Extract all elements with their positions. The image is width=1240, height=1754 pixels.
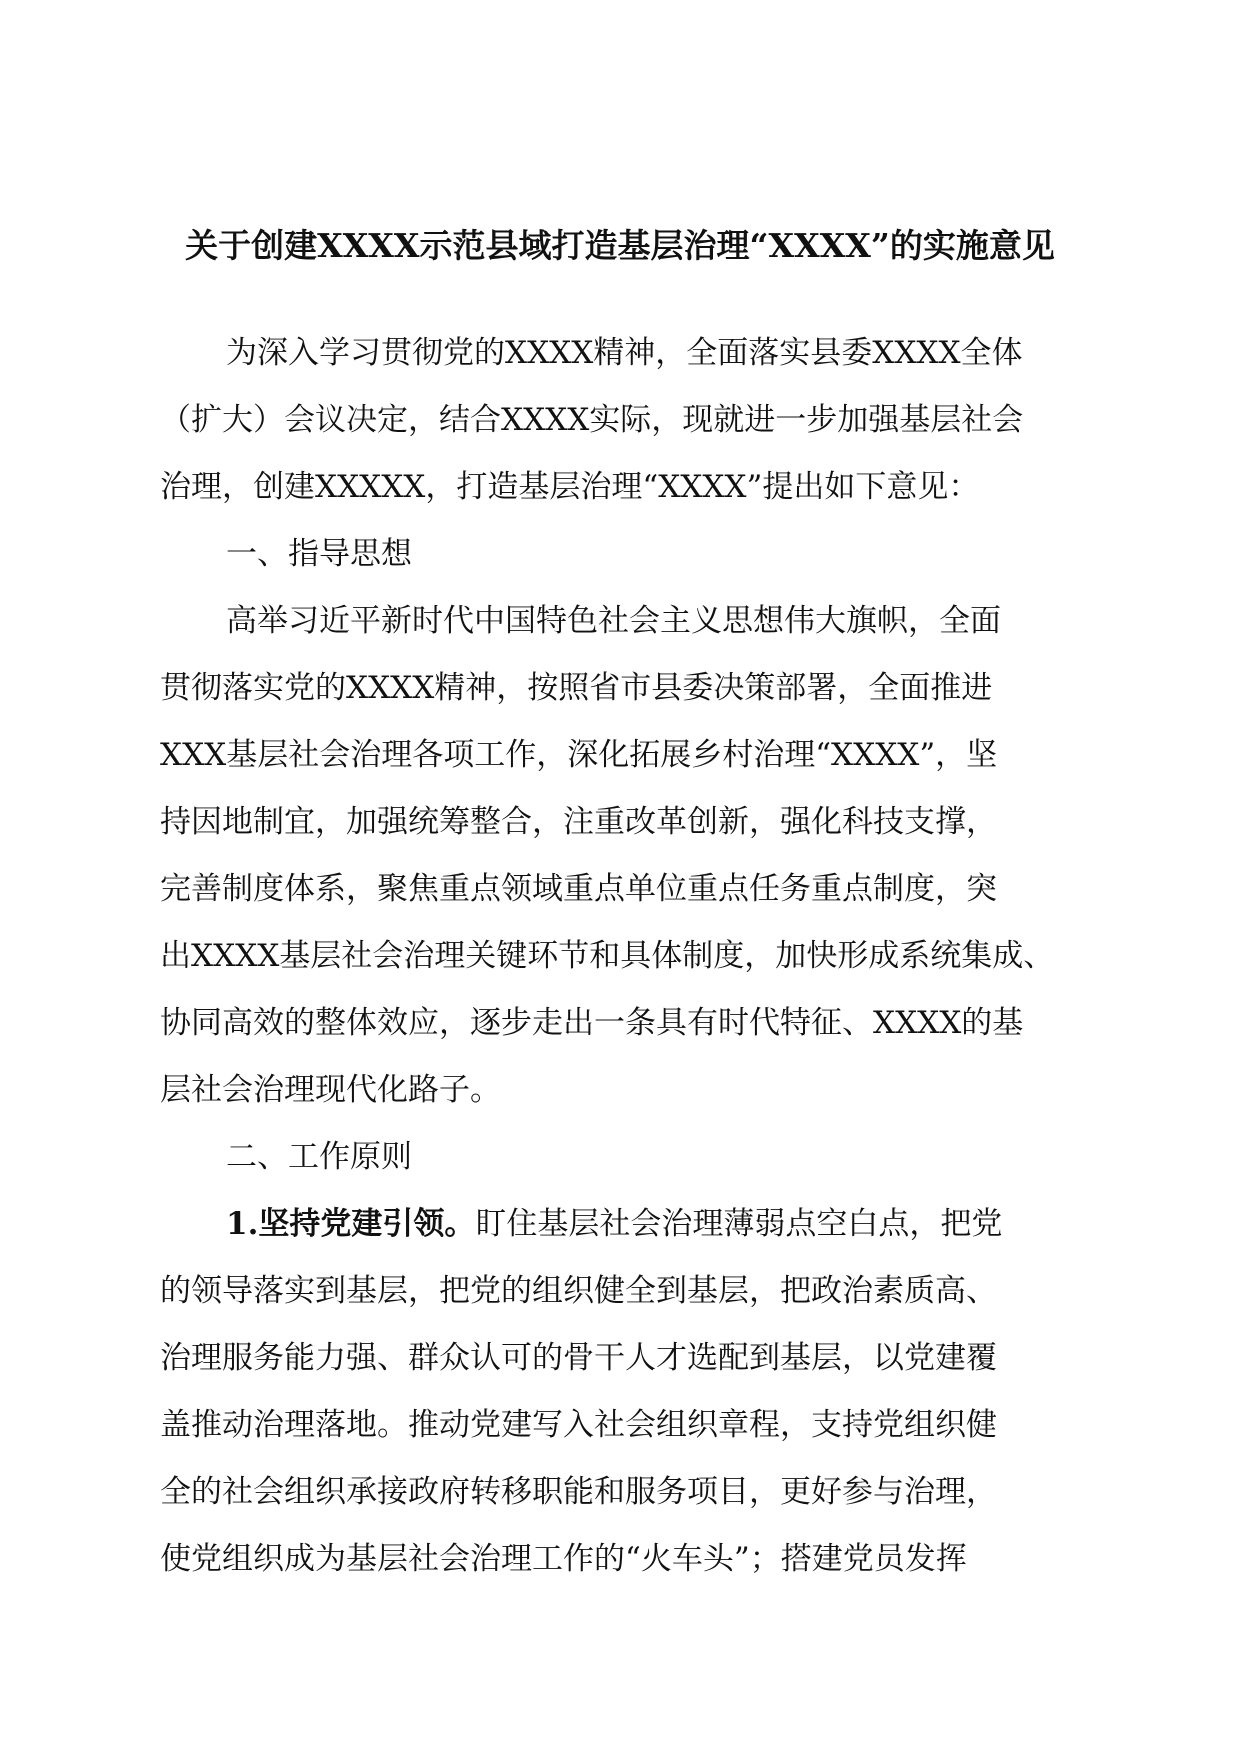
principle-lead: 1.坚持党建引领。 — [226, 1206, 476, 1242]
paragraph-line: 贯彻落实党的XXXX精神，按照省市县委决策部署，全面推进 — [160, 670, 993, 706]
principle-first-line-text: 盯住基层社会治理薄弱点空白点，把党 — [475, 1206, 1003, 1242]
paragraph-line: 完善制度体系，聚焦重点领域重点单位重点任务重点制度，突 — [160, 871, 997, 907]
paragraph-line: 为深入学习贯彻党的XXXX精神，全面落实县委XXXX全体 — [226, 335, 1023, 371]
paragraph-line: 持因地制宜，加强统筹整合，注重改革创新，强化科技支撑， — [160, 804, 997, 840]
paragraph-line: 的领导落实到基层，把党的组织健全到基层，把政治素质高、 — [160, 1273, 997, 1309]
document-body — [160, 320, 1100, 1593]
document-title: 关于创建XXXX示范县域打造基层治理“XXXX”的实施意见 — [185, 226, 1055, 265]
paragraph-line: 层社会治理现代化路子。 — [160, 1072, 501, 1108]
paragraph-line: XXX基层社会治理各项工作，深化拓展乡村治理“XXXX”，坚 — [160, 737, 998, 773]
paragraph-line: 高举习近平新时代中国特色社会主义思想伟大旗帜，全面 — [226, 603, 1001, 639]
paragraph-line: 出XXXX基层社会治理关键环节和具体制度，加快形成系统集成、 — [160, 938, 1055, 974]
paragraph-line: （扩大）会议决定，结合XXXX实际，现就进一步加强基层社会 — [160, 402, 1024, 438]
paragraph-line: 治理，创建XXXXX，打造基层治理“XXXX”提出如下意见： — [160, 469, 980, 505]
paragraph-line: 盖推动治理落地。推动党建写入社会组织章程，支持党组织健 — [160, 1407, 997, 1443]
section-heading: 二、工作原则 — [226, 1139, 412, 1175]
paragraph-line: 全的社会组织承接政府转移职能和服务项目，更好参与治理， — [160, 1474, 997, 1510]
principle-first-line — [160, 1191, 1100, 1258]
section-heading: 一、指导思想 — [226, 536, 412, 572]
paragraph-line: 协同高效的整体效应，逐步走出一条具有时代特征、XXXX的基 — [160, 1005, 1024, 1041]
paragraph-line: 使党组织成为基层社会治理工作的“火车头”；搭建党员发挥 — [160, 1541, 967, 1577]
paragraph-line: 治理服务能力强、群众认可的骨干人才选配到基层，以党建覆 — [160, 1340, 997, 1376]
